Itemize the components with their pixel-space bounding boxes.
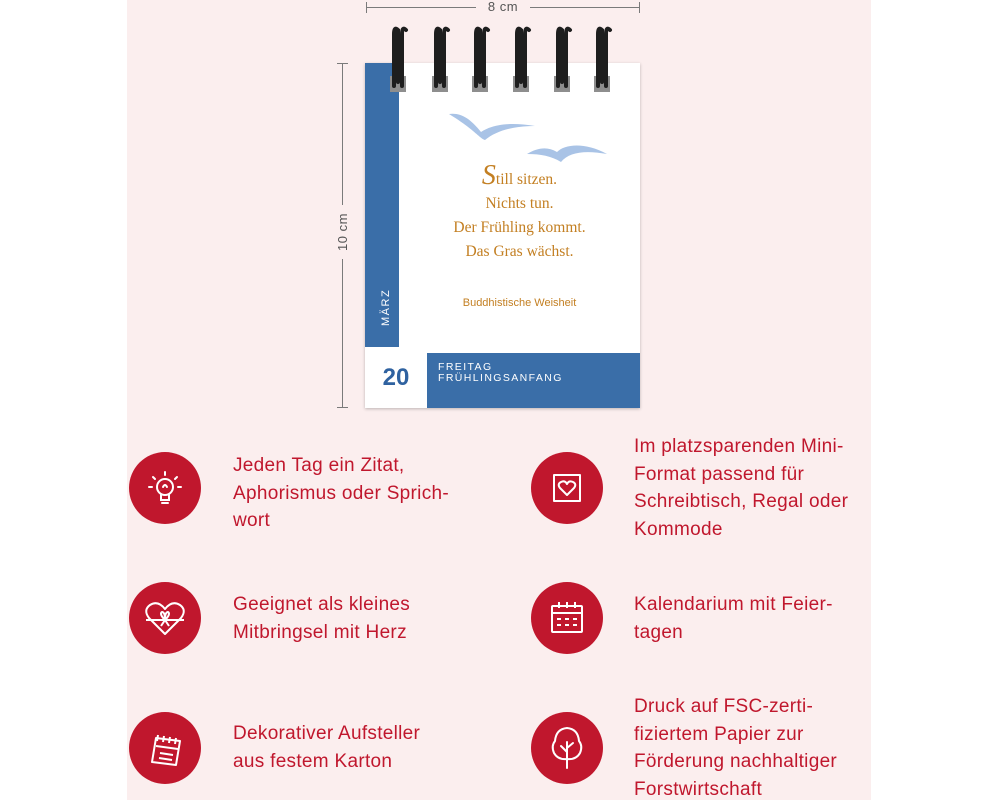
lightbulb-icon	[129, 452, 201, 524]
spiral-binding	[386, 22, 616, 98]
quote-line: Nichts tun.	[399, 192, 640, 216]
feature-line: Kommode	[634, 516, 848, 544]
quote-author: Buddhistische Weisheit	[399, 297, 640, 309]
feature-line: Kalendarium mit Feier-	[634, 591, 833, 619]
feature-text	[233, 591, 410, 646]
calendar-quote	[399, 168, 640, 264]
feature-line: Druck auf FSC-zerti-	[634, 693, 837, 721]
calendar-month: MÄRZ	[380, 276, 392, 326]
gift-heart-icon	[129, 582, 201, 654]
feature-line: Format passend für	[634, 461, 848, 489]
calendar-holiday: FRÜHLINGSANFANG	[438, 372, 563, 384]
width-dimension-label: 8 cm	[476, 0, 530, 14]
calendar-day-number: 20	[365, 347, 427, 408]
feature-line: Jeden Tag ein Zitat,	[233, 452, 449, 480]
feature-line: wort	[233, 507, 449, 535]
feature-line: Aphorismus oder Sprich-	[233, 480, 449, 508]
calendar-weekday: FREITAG	[438, 361, 493, 373]
calendar-icon	[531, 582, 603, 654]
quote-line	[399, 168, 640, 192]
feature-line: Geeignet als kleines	[233, 591, 410, 619]
feature-line: Schreibtisch, Regal oder	[634, 488, 848, 516]
tree-icon	[531, 712, 603, 784]
feature-line: aus festem Karton	[233, 748, 420, 776]
width-dimension-tick	[639, 2, 640, 13]
feature-line: Forstwirtschaft	[634, 776, 837, 803]
height-dimension-label: 10 cm	[333, 205, 353, 259]
height-dimension-tick	[337, 63, 348, 64]
desk-calendar-icon	[129, 712, 201, 784]
calendar-side-band	[365, 63, 399, 347]
quote-initial: S	[482, 160, 496, 191]
width-dimension-tick	[366, 2, 367, 13]
quote-line: Der Frühling kommt.	[399, 216, 640, 240]
feature-text	[634, 433, 848, 543]
feature-text	[634, 693, 837, 803]
feature-line: Förderung nachhaltiger	[634, 748, 837, 776]
feature-line: Im platzsparenden Mini-	[634, 433, 848, 461]
quote-line-rest: till sitzen.	[496, 171, 557, 188]
feature-line: tagen	[634, 619, 833, 647]
height-dimension-tick	[337, 407, 348, 408]
feature-text	[233, 452, 449, 535]
feature-line: Dekorativer Aufsteller	[233, 720, 420, 748]
feature-text	[233, 720, 420, 775]
quote-line: Das Gras wächst.	[399, 240, 640, 264]
feature-line: fiziertem Papier zur	[634, 721, 837, 749]
seagulls-illustration	[445, 108, 615, 168]
feature-text	[634, 591, 833, 646]
feature-line: Mitbringsel mit Herz	[233, 619, 410, 647]
calendar-date-bar	[427, 353, 640, 408]
heart-frame-icon	[531, 452, 603, 524]
